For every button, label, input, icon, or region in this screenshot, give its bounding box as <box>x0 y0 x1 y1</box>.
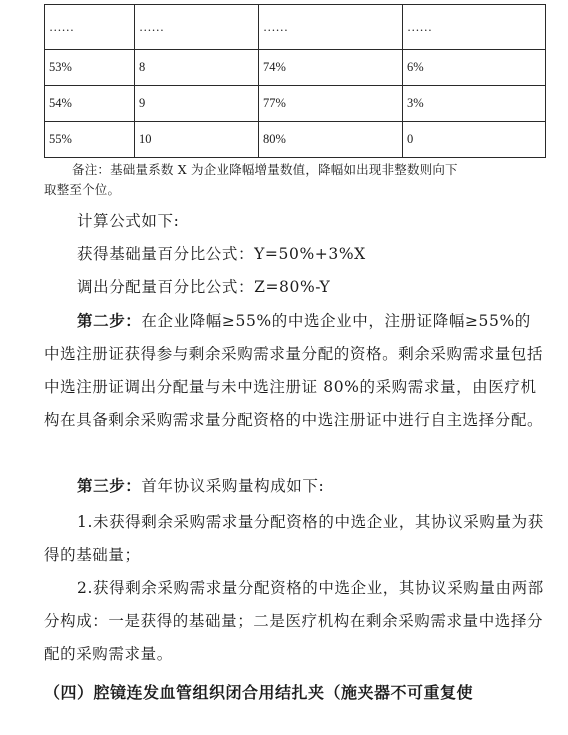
table-cell: …… <box>135 5 259 50</box>
table-cell: 0 <box>403 122 546 158</box>
table-cell: …… <box>45 5 135 50</box>
formula-intro: 计算公式如下: <box>77 212 180 230</box>
table-cell: 55% <box>45 122 135 158</box>
table-row <box>45 5 546 50</box>
step3-paragraph <box>44 469 568 503</box>
table-cell: 3% <box>403 86 546 122</box>
step2-label: 第二步： <box>77 311 142 330</box>
table-cell: 10 <box>135 122 259 158</box>
table-cell: 77% <box>259 86 403 122</box>
table-cell: …… <box>403 5 546 50</box>
step3-label: 第三步： <box>77 476 142 495</box>
note-line-1: 备注：基础量系数 X 为企业降幅增量数值，降幅如出现非整数则向下 <box>72 162 458 177</box>
section-heading: （四）腔镜连发血管组织闭合用结扎夹（施夹器不可重复使 <box>44 683 474 702</box>
table-note <box>44 160 544 200</box>
table-cell: 53% <box>45 50 135 86</box>
list-item-1: 1.未获得剩余采购需求量分配资格的中选企业，其协议采购量为获得的基础量； <box>44 513 544 564</box>
table-cell: 74% <box>259 50 403 86</box>
table-row <box>45 122 546 158</box>
note-line-2: 取整至个位。 <box>44 182 121 197</box>
table-row <box>45 86 546 122</box>
reduction-table <box>44 4 546 158</box>
table-cell: 6% <box>403 50 546 86</box>
formula-base: 获得基础量百分比公式：Y=50%+3%X <box>77 245 366 263</box>
table-cell: …… <box>259 5 403 50</box>
formula-transfer: 调出分配量百分比公式：Z=80%-Y <box>77 278 331 296</box>
table-cell: 9 <box>135 86 259 122</box>
table-cell: 80% <box>259 122 403 158</box>
table-cell: 8 <box>135 50 259 86</box>
step2-paragraph <box>44 304 544 437</box>
step2-text: 在企业降幅≥55%的中选企业中，注册证降幅≥55%的中选注册证获得参与剩余采购需求量分配的资格。剩余采购需求量包括中选注册证调出分配量与未中选注册证 80%的采购需求量，由医疗机构在具备剩余采购需求量分配资格的中选注册证中进行自主选择分配。 <box>44 312 544 429</box>
table-row <box>45 50 546 86</box>
list-item-2: 2.获得剩余采购需求量分配资格的中选企业，其协议采购量由两部分构成：一是获得的基础量；二是医疗机构在剩余采购需求量中选择分配的采购需求量。 <box>44 579 544 663</box>
table-cell: 54% <box>45 86 135 122</box>
step3-text: 首年协议采购量构成如下: <box>141 477 325 495</box>
